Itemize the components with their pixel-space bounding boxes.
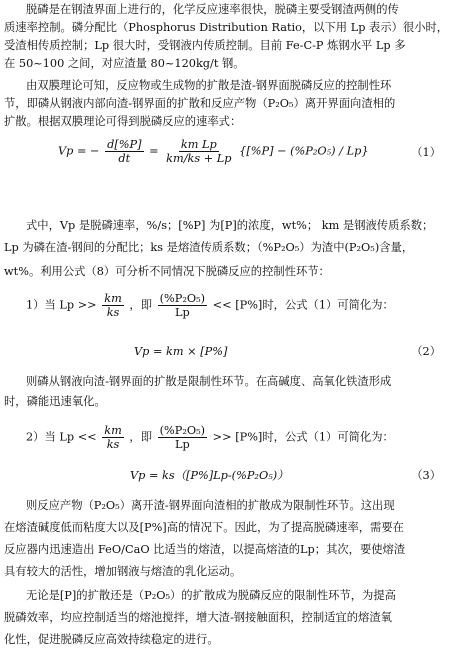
p4-line-2: 时，磷能迅速氧化。	[4, 395, 106, 408]
p5-line-2: 在熔渣碱度低而粘度大以及[P%]高的情况下。因此，为了提高脱磷速率，需要在	[4, 521, 404, 534]
case1-tail: << [P%]时，公式（1）可简化为：	[212, 298, 394, 312]
case-2-condition	[26, 424, 465, 451]
p1-line-4: 在 50~100 之间，对应渣量 80~120kg/t 钢。	[4, 57, 245, 70]
eq1-lhs: Vp = −	[58, 144, 100, 158]
case2-concentration-num: (%P₂O₅)	[159, 424, 206, 437]
eq1-equals: =	[149, 144, 159, 158]
case-1-condition	[26, 292, 465, 319]
eq1-rate-num: km Lp	[180, 138, 217, 151]
p2-line-1: 由双膜理论可知，反应物或生成物的扩散是渣-钢界面脱磷反应的控制性环	[26, 79, 392, 92]
case1-ratio	[102, 292, 124, 319]
p6-line-1: 无论是[P]的扩散还是（P₂O₅）的扩散成为脱磷反应的限制性环节，为提高	[26, 589, 396, 602]
eq1-rate-constant	[164, 138, 233, 165]
case2-tail: >> [P%]时，公式（1）可简化为：	[212, 430, 394, 444]
case2-concentration-den: Lp	[174, 438, 190, 451]
p1-line-2: 质速率控制。磷分配比（Phosphorus Distribution Ratio，以下用 Lp 表示）很小时，	[4, 21, 449, 34]
case1-concentration-den: Lp	[174, 306, 190, 319]
equation-2: Vp = km × [P%]	[134, 345, 228, 358]
case1-ratio-den: ks	[106, 306, 120, 319]
case2-ratio-num: km	[104, 424, 122, 437]
p6-line-3: 化性，促进脱磷反应高效持续稳定的进行。	[4, 633, 219, 646]
eq1-derivative-den: dt	[118, 152, 131, 165]
p3-line-1: 式中，Vp 是脱磷速率，%/s；[%P] 为[P]的浓度，wt%； km 是钢液传质系数；	[26, 219, 434, 232]
p6-line-2: 脱磷效率，均应控制适当的熔池搅拌，增大渣-钢接触面积，控制适宜的熔渣氧	[4, 611, 392, 624]
case2-ratio-den: ks	[106, 438, 120, 451]
case2-ratio	[102, 424, 124, 451]
p3-line-3: wt%。利用公式（8）可分析不同情况下脱磷反应的控制性环节：	[4, 265, 330, 278]
eq1-derivative	[105, 138, 143, 165]
case1-concentration-num: (%P₂O₅)	[159, 292, 206, 305]
eq1-rate-den: km/ks + Lp	[166, 152, 232, 165]
p5-line-4: 具有较大的活性，增加钢液与熔渣的乳化运动。	[4, 565, 242, 578]
eq1-rhs: {[%P] − (%P₂O₅) / Lp}	[239, 144, 369, 158]
equation-3-number: （3）	[411, 469, 441, 482]
p5-line-3: 反应器内迅速造出 FeO/CaO 比适当的熔渣，以提高熔渣的Lp；其次，要使熔渣	[4, 543, 406, 556]
case1-mid: ，即	[129, 298, 152, 312]
case2-mid: ，即	[129, 430, 152, 444]
p1-line-3: 受渣相传质控制；Lp 很大时，受钢液内传质控制。目前 Fe-C-P 炼钢水平 Lp 多	[4, 39, 406, 52]
case1-lead: 1）当 Lp >>	[26, 298, 97, 312]
equation-3: Vp = ks（[P%]Lp-(%P₂O₅)）	[130, 469, 289, 482]
eq1-derivative-num: d[%P]	[107, 138, 142, 151]
case1-concentration	[158, 292, 207, 319]
p2-line-2: 节，即磷从钢液内部向渣-钢界面的扩散和反应产物（P₂O₅）离开界面向渣相的	[4, 97, 396, 110]
p1-line-1: 脱磷是在钢渣界面上进行的，化学反应速率很快，脱磷主要受钢渣两侧的传	[26, 3, 399, 16]
equation-1	[58, 138, 465, 165]
equation-1-number: （1）	[411, 146, 441, 159]
p5-line-1: 则反应产物（P₂O₅）离开渣-钢界面向渣相的扩散成为限制性环节。这出现	[26, 499, 395, 512]
p3-line-2: Lp 为磷在渣-钢间的分配比；ks 是熔渣传质系数；（%P₂O₅）为渣中(P₂O₅)含量，	[4, 241, 414, 254]
case1-ratio-num: km	[104, 292, 122, 305]
case2-lead: 2）当 Lp <<	[26, 430, 97, 444]
p4-line-1: 则磷从钢液向渣-钢界面的扩散是限制性环节。在高碱度、高氧化铁渣形成	[26, 375, 392, 388]
p2-line-3: 扩散。根据双膜理论可得到脱磷反应的速率式：	[4, 115, 242, 128]
case2-concentration	[158, 424, 207, 451]
equation-2-number: （2）	[411, 345, 441, 358]
